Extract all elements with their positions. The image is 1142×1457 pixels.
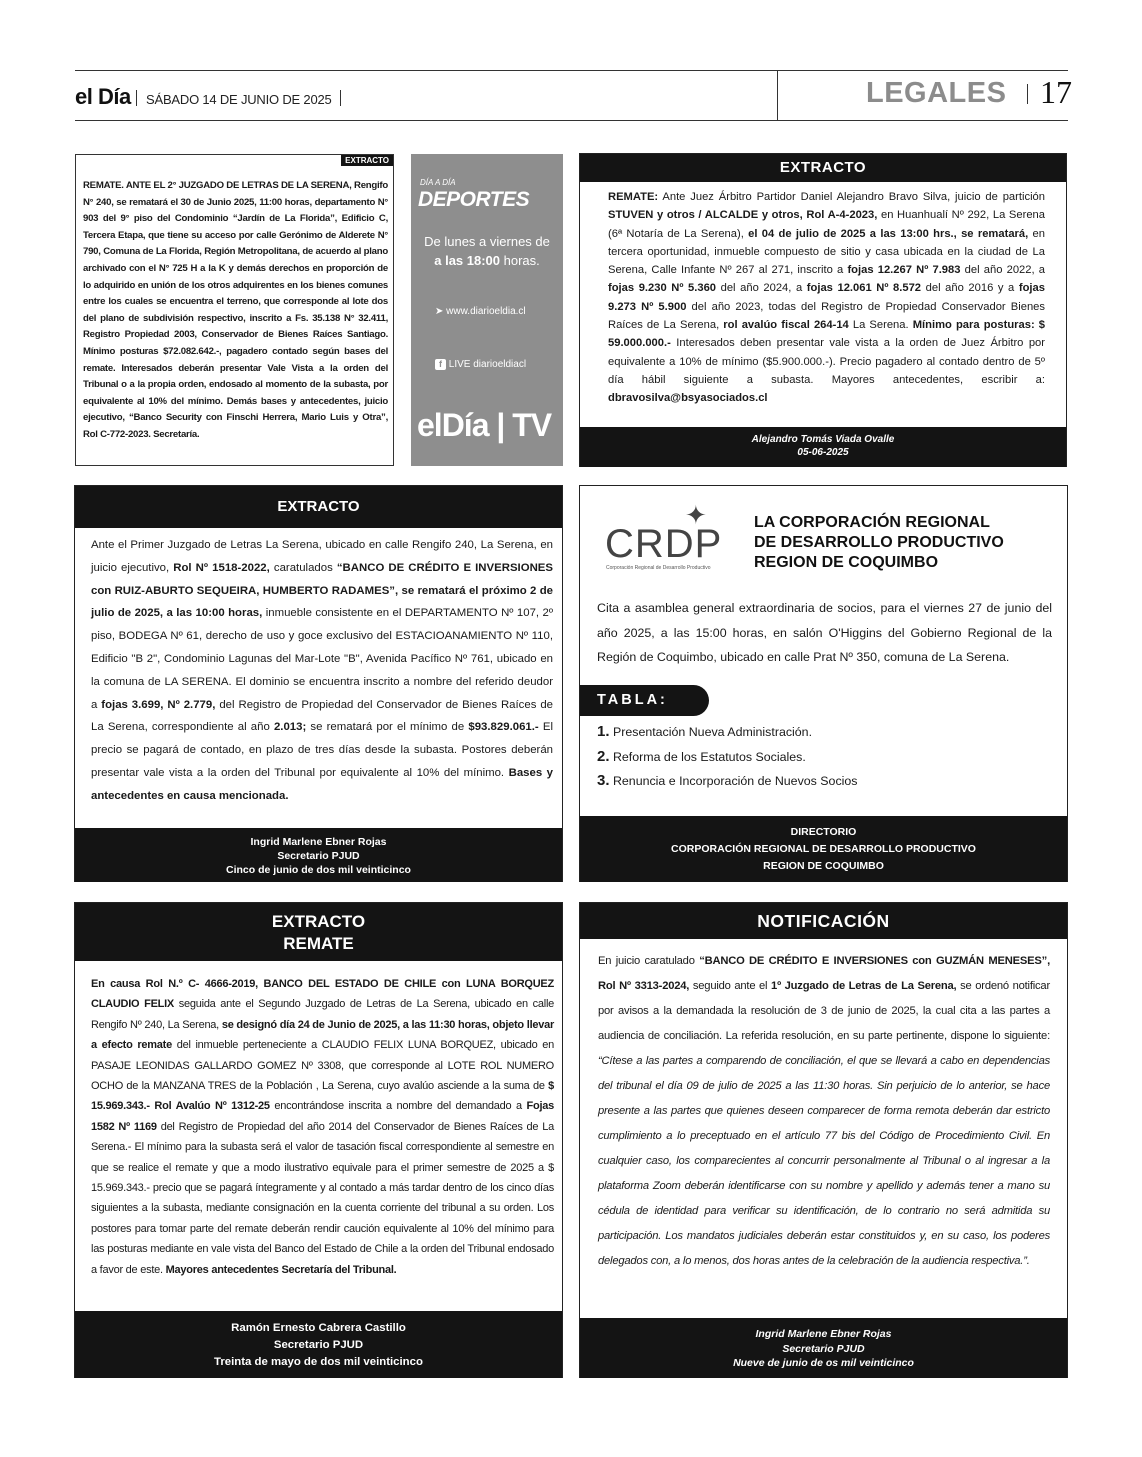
notice-body: Cita a asamblea general extraordinaria de socios, para el viernes 27 de junio del año 2025, a las 15:00 horas, en salón O'Higgins del Gobierno Regional de la Región de Coquimbo, ubicado en calle Prat Nº 350, comuna de La Serena.	[597, 601, 1052, 664]
signature-date: Cinco de junio de dos mil veinticinco	[226, 864, 411, 876]
signer-name: Alejandro Tomás Viada Ovalle	[751, 434, 895, 445]
ad-schedule-rest: horas.	[500, 253, 540, 268]
ad-brand: elDía | TV	[417, 407, 552, 443]
agenda-item: 3. Renuncia e Incorporación de Nuevos Socios	[597, 772, 858, 789]
notice-body: En juicio caratulado “BANCO DE CRÉDITO E INVERSIONES con GUZMÁN MENESES”, Rol Nº 3313-2024, seguido ante el 1º Juzgado de Letras de La Serena, se ordenó notificar por avisos a la demandada la resolución de 3 de junio de 2025, la cual cita a las partes a audiencia de conciliación. La referida resolución, en su parte pertinente, dispone lo siguiente: “Cítese a las partes a comparendo de conciliación, el que se llevará a cabo en dependencias del tribunal el día 09 de julio de 2025 a las 11:30 horas. Sin perjuicio de lo anterior, se hace presente a las partes que quienes deseen comparecer de forma remota deberán dar estricto cumplimiento a lo preceptuado en el artículo 77 bis del Código de Procedimiento Civil. En cualquier caso, los comparecientes al concurrir personalmente al Tribunal o al ingresar a la plataforma Zoom deberán identificarse con su nombre y apellido y además tener a mano su cédula de identidad para verificar su identificación, de lo contrario no será admitida su participación. Los mandatos judiciales deberán estar constituidos y, en su caso, los poderes delegados con, a lo menos, dos horas antes de la celebración de la audiencia respectiva.”.	[598, 955, 1050, 1267]
deportes-advertisement[interactable]	[411, 154, 563, 466]
notice-body: REMATE: Ante Juez Árbitro Partidor Daniel Alejandro Bravo Silva, juicio de partición STUVEN y otros / ALCALDE y otros, Rol A-4-2023, en Huanhualí Nº 292, La Serena (6ª Notaría de La Serena), el 04 de julio de 2025 a las 13:00 hrs., se rematará, en tercera oportunidad, inmueble compuesto de sitio y casa ubicada en la ciudad de La Serena, Calle Infante Nº 267 al 271, inscrito a fojas 12.267 Nº 7.983 del año 2022, a fojas 9.230 Nº 5.360 del año 2024, a fojas 12.061 Nº 8.572 del año 2016 y a fojas 9.273 Nº 5.900 del año 2023, todas del Registro de Propiedad Conservador Bienes Raíces de La Serena, rol avalúo fiscal 264-14 La Serena. Mínimo para posturas: $ 59.000.000.- Interesados deben presentar vale vista a la orden de Juez Árbitro por equivalente a 10% de mínimo ($5.900.000.-). Precio pagadero al contado dentro de 5º día hábil siguiente a subasta. Mayores antecedentes, escribir a: dbravosilva@bsyasociados.cl	[608, 191, 1046, 405]
notice-notificacion	[579, 902, 1068, 1378]
ad-live[interactable]	[435, 359, 526, 370]
agenda-label: TABLA:	[580, 685, 709, 716]
notice-signature	[75, 1311, 562, 1378]
notice-title: EXTRACTO REMATE	[75, 903, 562, 961]
notice-title: NOTIFICACIÓN	[580, 903, 1067, 939]
organization-name: LA CORPORACIÓN REGIONAL DE DESARROLLO PRODUCTIVO REGION DE COQUIMBO	[754, 514, 1004, 571]
notice-signature	[580, 1318, 1067, 1378]
header-separator	[1027, 84, 1028, 104]
page-number: 17	[1040, 74, 1072, 110]
header-separator	[136, 90, 137, 106]
notice-signature	[580, 427, 1066, 467]
notice-signature: DIRECTORIO CORPORACIÓN REGIONAL DE DESARROLLO PRODUCTIVO REGION DE COQUIMBO	[580, 816, 1067, 882]
ad-website-text: www.diarioeldia.cl	[446, 306, 526, 317]
crdp-star-icon: ✦	[685, 500, 707, 530]
agenda-list	[597, 720, 857, 794]
ad-title: DEPORTES	[418, 188, 530, 211]
notice-tag: EXTRACTO	[341, 155, 393, 166]
notice-title: EXTRACTO	[75, 486, 562, 528]
signer-role: Secretario PJUD	[782, 1342, 865, 1355]
ad-kicker: DÍA A DÍA	[420, 178, 456, 187]
notice-body: Ante el Primer Juzgado de Letras La Serena, ubicado en calle Rengifo 240, La Serena, en juicio ejecutivo, Rol Nº 1518-2022, caratulados “BANCO DE CRÉDITO E INVERSIONES con RUIZ-ABURTO SEQUEIRA, HUMBERTO RADAMES”, se rematará el próximo 2 de julio de 2025, a las 10:00 horas, inmueble consistente en el DEPARTAMENTO Nº 107, 2º piso, BODEGA Nº 61, derecho de uso y goce exclusivo del ESTACIOANAMIENTO Nº 110, Edificio "B 2", Condominio Lagunas del Mar-Lote "B", Avenida Pacífico Nº 761, ubicado en la comuna de LA SERENA. El dominio se encuentra inscrito a nombre del referido deudor a fojas 3.699, Nº 2.779, del Registro de Propiedad del Conservador de Bienes Raíces de La Serena, correspondiente al año 2.013; se rematará por el mínimo de $93.829.061.- El precio se pagará de contado, en plazo de tres días desde la subasta. Postores deberán presentar vale vista a la orden del Tribunal por equivalente al 10% del mínimo. Bases y antecedentes en causa mencionada.	[91, 539, 554, 802]
signature-date: Nueve de junio de os mil veinticinco	[733, 1357, 914, 1369]
notice-remate-florida	[75, 154, 394, 466]
signature-date: Treinta de mayo de dos mil veinticinco	[214, 1356, 423, 1368]
notice-title: EXTRACTO	[580, 154, 1066, 182]
header-top-rule	[75, 70, 1068, 71]
ad-live-text: LIVE diarioeldiacl	[448, 359, 527, 370]
signer-name: Ingrid Marlene Ebner Rojas	[755, 1328, 892, 1340]
agenda-item: 1. Presentación Nueva Administración.	[597, 723, 813, 740]
header-separator	[340, 90, 341, 106]
ad-schedule	[411, 232, 563, 270]
ad-schedule-line1: De lunes a viernes de	[424, 234, 550, 249]
notice-remate-banco-estado	[74, 902, 563, 1378]
facebook-icon: f	[435, 359, 446, 370]
notice-body: REMATE. ANTE EL 2° JUZGADO DE LETRAS DE LA SERENA, Rengifo N° 240, se rematará el 30 de Junio 2025, 11:00 horas, departamento N° 903 del 9° piso del Condominio “Jardín de La Florida”, Edificio C, Tercera Etapa, que tiene su acceso por calle Gerónimo de Alderete N° 790, Comuna de La Florida, Región Metropolitana, de acuerdo al plano archivado con el N° 725 H a la K y demás derechos en proporción de lo adquirido en unión de los otros adquirentes en los bienes comunes entre los cuales se encuentra el terreno, que corresponde al lote dos del plano de subdivisión respectivo, inscrito a Fs. 35.138 N° 32.411, Registro Propiedad 2003, Conservador de Bienes Raíces Santiago. Mínimo posturas $72.082.642.-, pagadero contado según bases del remate. Interesados deberán presentar Vale Vista a la orden del Tribunal o a la propia orden, endosado al momento de la subasta, por equivalente al 10% del mínimo. Demás bases y antecedentes, juicio ejecutivo, “Banco Security con Finschi Herrera, Mario Luis y Otra”, Rol C-772-2023. Secretaría.	[83, 180, 388, 440]
notice-remate-bci-ruiz	[74, 485, 563, 882]
crdp-logo: CRDP	[605, 522, 723, 566]
signer-role: Secretario PJUD	[277, 850, 360, 862]
header-bottom-rule	[75, 120, 1068, 121]
ad-website[interactable]	[435, 306, 526, 317]
contact-email[interactable]: dbravosilva@bsyasociados.cl	[608, 392, 768, 405]
section-title: LEGALES	[866, 77, 1007, 109]
notice-remate-stuven	[579, 153, 1067, 467]
notice-signature	[75, 828, 562, 882]
ad-schedule-time: a las 18:00	[434, 253, 501, 268]
header-divider	[777, 70, 778, 121]
notice-body: En causa Rol N.º C- 4666-2019, BANCO DEL ESTADO DE CHILE con LUNA BORQUEZ CLAUDIO FELIX seguida ante el Segundo Juzgado de Letras de La Serena, ubicado en calle Rengifo Nº 240, La Serena, se designó día 24 de Junio de 2025, a las 11:30 horas, objeto llevar a efecto remate del inmueble perteneciente a CLAUDIO FELIX LUNA BORQUEZ, ubicado en PASAJE LEONIDAS GALLARDO GOMEZ Nº 3308, que corresponde al LOTE ROL NUMERO OCHO de la MANZANA TRES de la Población , La Serena, cuyo avalúo asciende a la suma de $ 15.969.343.- Rol Avalúo Nº 1312-25 encontrándose inscrita a nombre del demandado a Fojas 1582 Nº 1169 del Registro de Propiedad del año 2014 del Conservador de Bienes Raíces de La Serena.- El mínimo para la subasta será el valor de tasación fiscal correspondiente al semestre en que se realice el remate y que a modo ilustrativo equivale para el primer semestre de 2025 a $ 15.969.343.- precio que se pagará íntegramente y al contado a más tardar dentro de los cinco días siguientes a la subasta, mediante consignación en la cuenta corriente del tribunal a su orden. Los postores para tomar parte del remate deberán rendir caución equivalente al 10% del mínimo para las posturas mediante en vale vista del Banco del Estado de Chile a la orden del Tribunal endosado a favor de este. Mayores antecedentes Secretaría del Tribunal.	[91, 978, 555, 1276]
newspaper-logo[interactable]: el Día	[75, 84, 131, 109]
agenda-item: 2. Reforma de los Estatutos Sociales.	[597, 747, 806, 765]
notice-crdp-asamblea	[579, 485, 1068, 882]
issue-date: SÁBADO 14 DE JUNIO DE 2025	[146, 92, 332, 107]
signer-name: Ingrid Marlene Ebner Rojas	[250, 836, 387, 848]
signer-name: Ramón Ernesto Cabrera Castillo	[231, 1322, 406, 1334]
crdp-logo-subtitle: Corporación Regional de Desarrollo Productivo	[606, 565, 711, 571]
signature-date: 05-06-2025	[797, 447, 849, 458]
cursor-icon: ➤	[435, 306, 447, 317]
signer-role: Secretario PJUD	[273, 1339, 364, 1351]
